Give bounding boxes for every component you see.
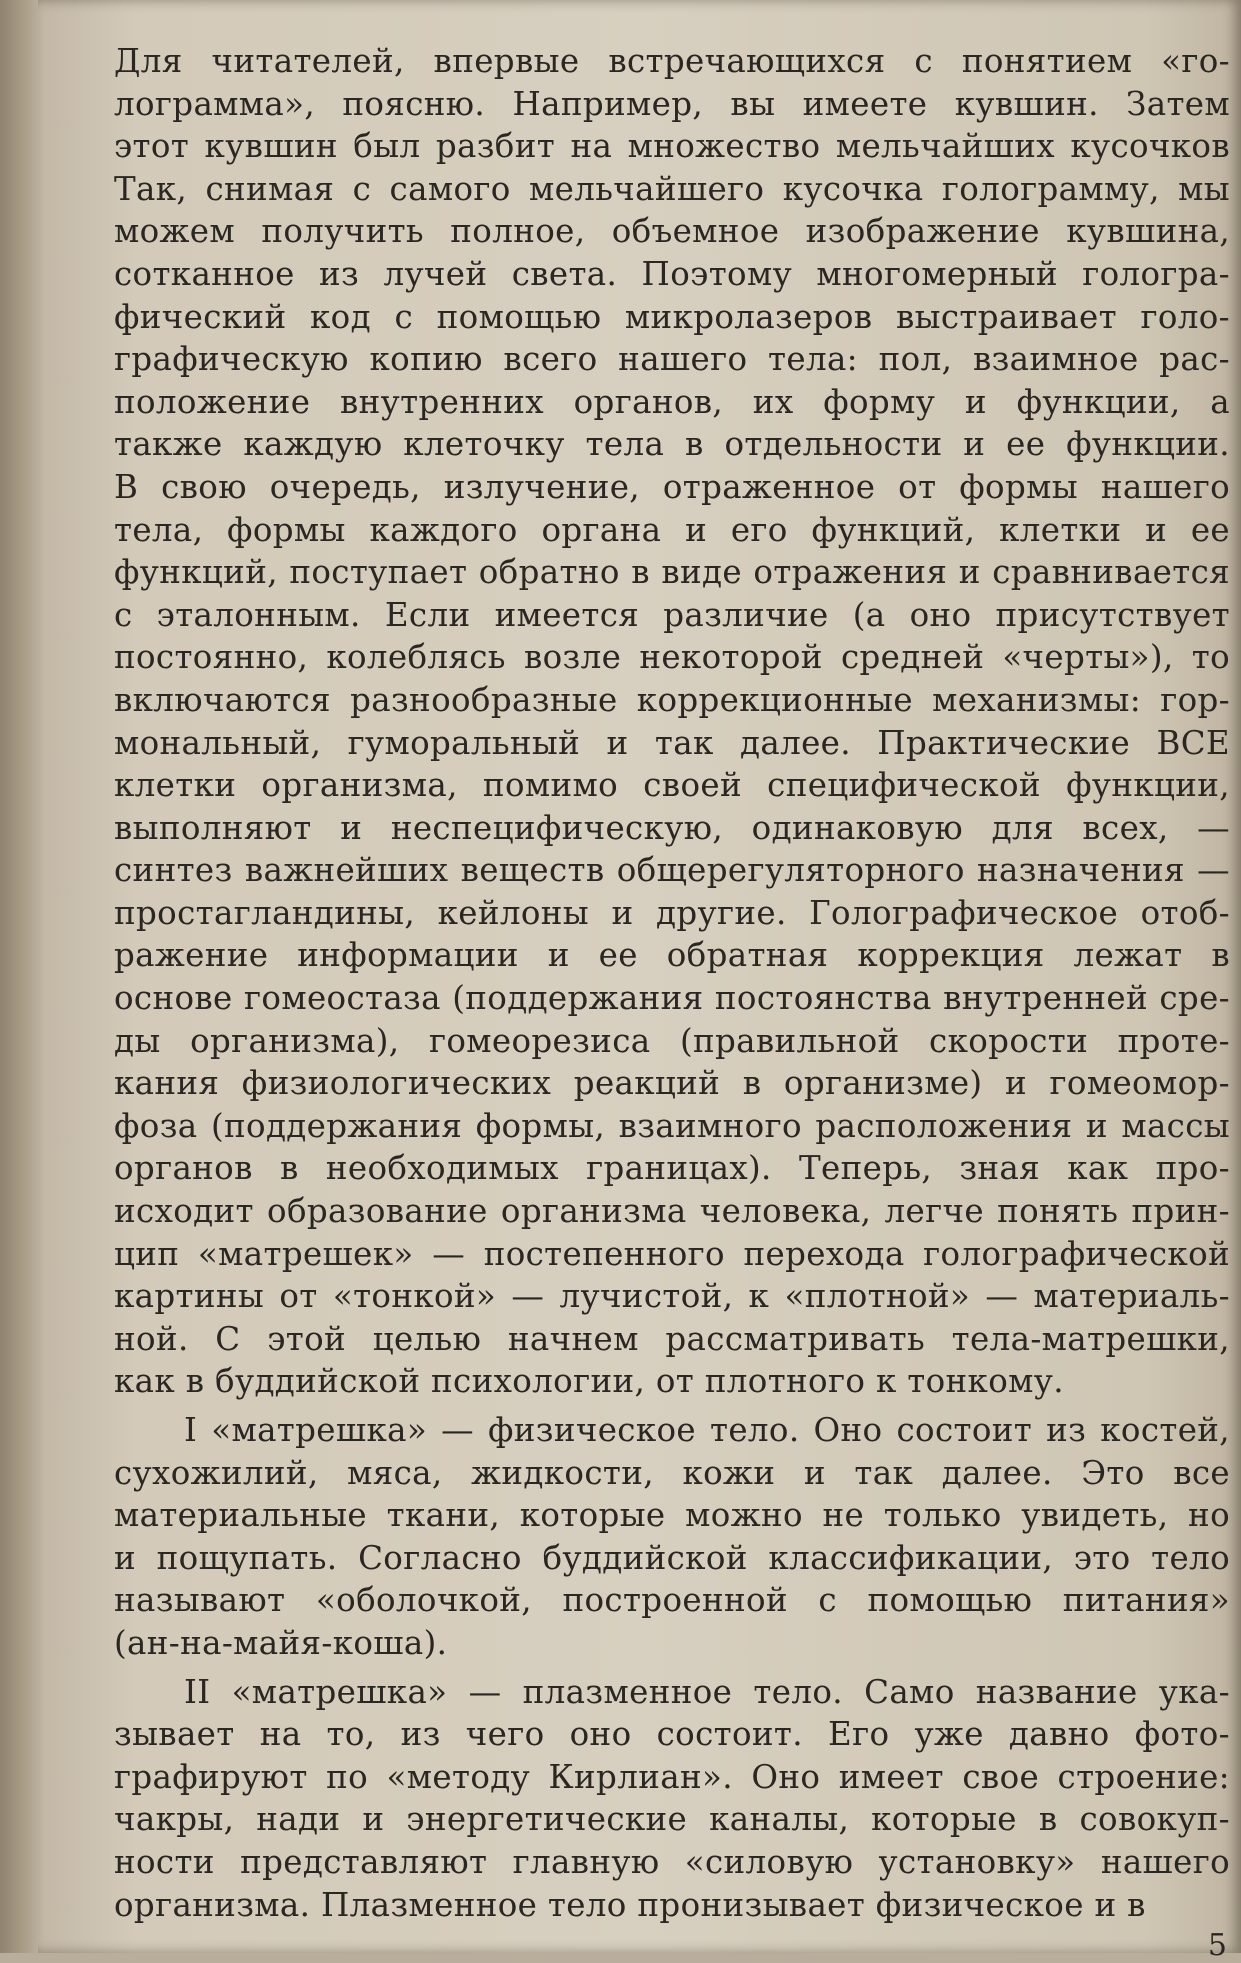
text-line: ности представляют главную «силовую установку» нашего	[114, 1842, 1230, 1881]
page-number: 5	[1207, 1928, 1227, 1963]
text-line: как в буддийской психологии, от плотного к тонкому.	[114, 1362, 1064, 1401]
text-line: также каждую клеточку тела в отдельности и ее функции.	[114, 425, 1230, 464]
body-text	[114, 40, 1230, 1926]
text-line: синтез важнейших веществ общерегуляторного назначения —	[114, 851, 1230, 890]
book-page	[38, 0, 1241, 1963]
text-line: основе гомеостаза (поддержания постоянства внутренней сре-	[114, 979, 1230, 1018]
text-line: (ан-на-майя-коша).	[114, 1623, 448, 1662]
text-line: графическую копию всего нашего тела: пол, взаимное рас-	[114, 340, 1230, 379]
text-line: с эталонным. Если имеется различие (а оно присутствует	[114, 595, 1230, 634]
text-line: Для читателей, впервые встречающихся с понятием «го-	[114, 42, 1230, 80]
text-line: простагландины, кейлоны и другие. Голографическое отоб-	[114, 893, 1230, 932]
text-line: материальные ткани, которые можно не только увидеть, но	[114, 1496, 1230, 1535]
text-line: кания физиологических реакций в организме) и гомеомор-	[114, 1064, 1230, 1103]
paragraph	[114, 1409, 1230, 1665]
paragraph	[114, 1671, 1230, 1927]
text-line: этот кувшин был разбит на множество мельчайших кусочков	[114, 127, 1230, 166]
text-line: и пощупать. Согласно буддийской классификации, это тело	[114, 1538, 1230, 1577]
text-line: называют «оболочкой, построенной с помощью питания»	[114, 1581, 1230, 1620]
text-line: зывает на то, из чего оно состоит. Его уже давно фото-	[114, 1715, 1230, 1754]
text-line: выполняют и неспецифическую, одинаковую для всех, —	[114, 808, 1230, 847]
text-line: включаются разнообразные коррекционные механизмы: гор-	[114, 680, 1230, 719]
text-line: II «матрешка» — плазменное тело. Само название ука-	[184, 1672, 1230, 1711]
text-line: сотканное из лучей света. Поэтому многомерный гологра-	[114, 254, 1230, 293]
text-line: органов в необходимых границах). Теперь, зная как про-	[114, 1149, 1230, 1188]
text-line: фоза (поддержания формы, взаимного расположения и массы	[114, 1106, 1230, 1145]
text-line: клетки организма, помимо своей специфической функции,	[114, 766, 1230, 805]
text-line: функций, поступает обратно в виде отражения и сравнивается	[114, 553, 1230, 592]
text-line: графируют по «методу Кирлиан». Оно имеет свое строение:	[114, 1757, 1230, 1796]
text-line: лограмма», поясню. Например, вы имеете кувшин. Затем	[114, 84, 1230, 123]
text-line: В свою очередь, излучение, отраженное от формы нашего	[114, 467, 1230, 506]
text-line: организма. Плазменное тело пронизывает физическое и в	[114, 1885, 1146, 1924]
text-line: положение внутренних органов, их форму и функции, а	[114, 382, 1230, 421]
text-line: ды организма), гомеорезиса (правильной скорости проте-	[114, 1021, 1230, 1060]
text-line: картины от «тонкой» — лучистой, к «плотной» — материаль-	[114, 1277, 1230, 1316]
text-line: можем получить полное, объемное изображение кувшина,	[114, 212, 1230, 251]
text-line: ной. С этой целью начнем рассматривать тела-матрешки,	[114, 1319, 1230, 1358]
text-line: Так, снимая с самого мельчайшего кусочка голограмму, мы	[114, 169, 1230, 208]
text-line: сухожилий, мяса, жидкости, кожи и так далее. Это все	[114, 1453, 1230, 1492]
text-line: исходит образование организма человека, легче понять прин-	[114, 1192, 1230, 1231]
text-line: мональный, гуморальный и так далее. Практические ВСЕ	[114, 723, 1230, 762]
text-line: постоянно, колеблясь возле некоторой средней «черты»), то	[114, 638, 1230, 677]
paragraph	[114, 40, 1230, 1403]
text-line: фический код с помощью микролазеров выстраивает голо-	[114, 297, 1230, 336]
text-line: цип «матрешек» — постепенного перехода голографической	[114, 1234, 1230, 1273]
text-line: чакры, нади и энергетические каналы, которые в совокуп-	[114, 1800, 1230, 1839]
book-spine	[0, 0, 38, 1953]
text-line: I «матрешка» — физическое тело. Оно состоит из костей,	[184, 1411, 1230, 1449]
text-line: тела, формы каждого органа и его функций, клетки и ее	[114, 510, 1230, 549]
text-line: ражение информации и ее обратная коррекция лежат в	[114, 936, 1230, 975]
